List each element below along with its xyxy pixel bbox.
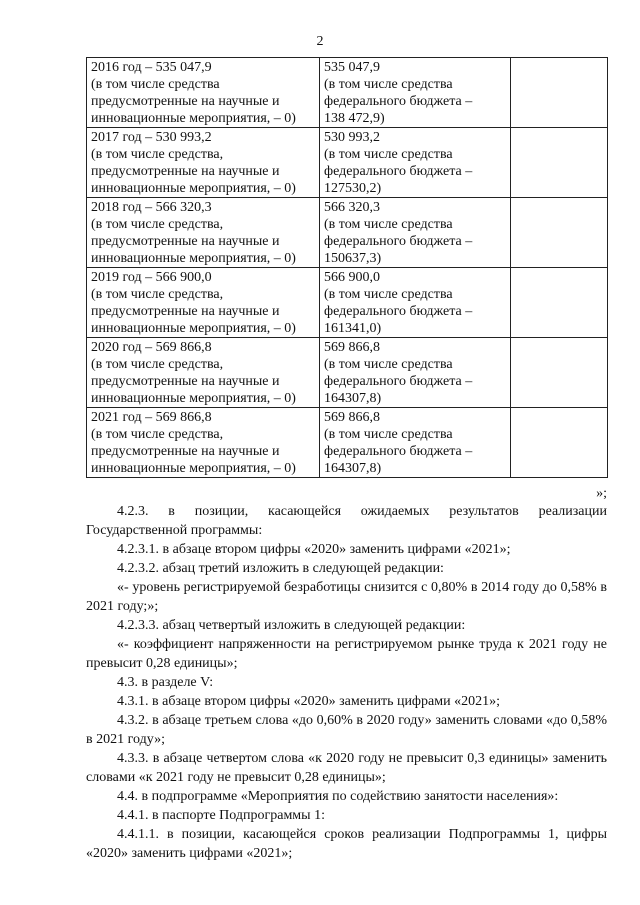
year-total-cell	[87, 58, 320, 128]
cell-line: федерального бюджета –	[324, 444, 473, 459]
budget-amount-cell	[320, 58, 511, 128]
paragraph: 4.3.1. в абзаце втором цифры «2020» заменить цифрами «2021»;	[117, 694, 500, 709]
amendment-text	[86, 502, 607, 863]
cell-line: 161341,0)	[324, 321, 382, 336]
cell-line: федерального бюджета –	[324, 234, 473, 249]
cell-line: (в том числе средства,	[91, 287, 224, 302]
cell-line: предусмотренные на научные и	[91, 164, 280, 179]
paragraph: 4.2.3.2. абзац третий изложить в следующей редакции:	[117, 561, 444, 576]
table-row	[87, 338, 608, 408]
cell-line: (в том числе средства	[91, 77, 220, 92]
year-total-cell	[87, 408, 320, 478]
cell-line: 150637,3)	[324, 251, 382, 266]
cell-line: 569 866,8	[324, 410, 380, 425]
financing-table	[86, 57, 608, 478]
cell-line: (в том числе средства,	[91, 357, 224, 372]
cell-line: 2017 год – 530 993,2	[91, 130, 212, 145]
budget-amount-cell	[320, 268, 511, 338]
empty-cell	[511, 128, 608, 198]
cell-line: 535 047,9	[324, 60, 380, 75]
page-number: 2	[316, 34, 324, 49]
empty-cell	[511, 198, 608, 268]
cell-line: инновационные мероприятия, – 0)	[91, 181, 296, 196]
empty-cell	[511, 58, 608, 128]
cell-line: (в том числе средства	[324, 77, 453, 92]
cell-line: 127530,2)	[324, 181, 382, 196]
cell-line: инновационные мероприятия, – 0)	[91, 251, 296, 266]
table-row	[87, 198, 608, 268]
cell-line: инновационные мероприятия, – 0)	[91, 321, 296, 336]
cell-line: (в том числе средства	[324, 217, 453, 232]
year-total-cell	[87, 198, 320, 268]
budget-amount-cell	[320, 198, 511, 268]
table-row	[87, 268, 608, 338]
budget-amount-cell	[320, 338, 511, 408]
cell-line: (в том числе средства	[324, 147, 453, 162]
cell-line: предусмотренные на научные и	[91, 94, 280, 109]
cell-line: (в том числе средства,	[91, 147, 224, 162]
paragraph: 4.2.3. в позиции, касающейся ожидаемых результатов реализации Государственной программы:	[86, 504, 607, 538]
cell-line: федерального бюджета –	[324, 94, 473, 109]
cell-line: 2020 год – 569 866,8	[91, 340, 212, 355]
cell-line: (в том числе средства	[324, 427, 453, 442]
paragraph: «- коэффициент напряженности на регистрируемом рынке труда к 2021 году не превысит 0,28 единицы»;	[86, 637, 607, 671]
cell-line: 164307,8)	[324, 391, 382, 406]
cell-line: (в том числе средства	[324, 357, 453, 372]
year-total-cell	[87, 128, 320, 198]
empty-cell	[511, 408, 608, 478]
table-row	[87, 128, 608, 198]
cell-line: (в том числе средства,	[91, 217, 224, 232]
cell-line: 530 993,2	[324, 130, 380, 145]
cell-line: 2021 год – 569 866,8	[91, 410, 212, 425]
cell-line: инновационные мероприятия, – 0)	[91, 461, 296, 476]
year-total-cell	[87, 268, 320, 338]
empty-cell	[511, 338, 608, 408]
paragraph: 4.3. в разделе V:	[117, 675, 214, 690]
paragraph: 4.4. в подпрограмме «Мероприятия по содействию занятости населения»:	[117, 789, 559, 804]
budget-amount-cell	[320, 408, 511, 478]
paragraph: 4.2.3.3. абзац четвертый изложить в следующей редакции:	[117, 618, 466, 633]
cell-line: 2016 год – 535 047,9	[91, 60, 212, 75]
table-row	[87, 408, 608, 478]
cell-line: федерального бюджета –	[324, 374, 473, 389]
cell-line: предусмотренные на научные и	[91, 444, 280, 459]
cell-line: 138 472,9)	[324, 111, 385, 126]
cell-line: 2018 год – 566 320,3	[91, 200, 212, 215]
cell-line: инновационные мероприятия, – 0)	[91, 111, 296, 126]
year-total-cell	[87, 338, 320, 408]
cell-line: предусмотренные на научные и	[91, 304, 280, 319]
cell-line: 164307,8)	[324, 461, 382, 476]
paragraph: 4.3.3. в абзаце четвертом слова «к 2020 году не превысит 0,3 единицы» заменить словами «к 2021 году не превысит 0,28 единицы»;	[86, 751, 607, 785]
cell-line: (в том числе средства,	[91, 427, 224, 442]
table-row	[87, 58, 608, 128]
cell-line: инновационные мероприятия, – 0)	[91, 391, 296, 406]
cell-line: предусмотренные на научные и	[91, 374, 280, 389]
paragraph: 4.2.3.1. в абзаце втором цифры «2020» заменить цифрами «2021»;	[117, 542, 511, 557]
cell-line: 569 866,8	[324, 340, 380, 355]
cell-line: 566 900,0	[324, 270, 380, 285]
cell-line: 2019 год – 566 900,0	[91, 270, 212, 285]
cell-line: (в том числе средства	[324, 287, 453, 302]
cell-line: федерального бюджета –	[324, 164, 473, 179]
empty-cell	[511, 268, 608, 338]
cell-line: федерального бюджета –	[324, 304, 473, 319]
closing-quote: »;	[596, 486, 607, 501]
paragraph: 4.4.1.1. в позиции, касающейся сроков реализации Подпрограммы 1, цифры «2020» заменить цифрами «2021»;	[86, 827, 607, 861]
paragraph: 4.3.2. в абзаце третьем слова «до 0,60% в 2020 году» заменить словами «до 0,58% в 2021 году»;	[86, 713, 607, 747]
budget-amount-cell	[320, 128, 511, 198]
paragraph: 4.4.1. в паспорте Подпрограммы 1:	[117, 808, 325, 823]
cell-line: 566 320,3	[324, 200, 380, 215]
paragraph: «- уровень регистрируемой безработицы снизится с 0,80% в 2014 году до 0,58% в 2021 году;»;	[86, 580, 607, 614]
cell-line: предусмотренные на научные и	[91, 234, 280, 249]
